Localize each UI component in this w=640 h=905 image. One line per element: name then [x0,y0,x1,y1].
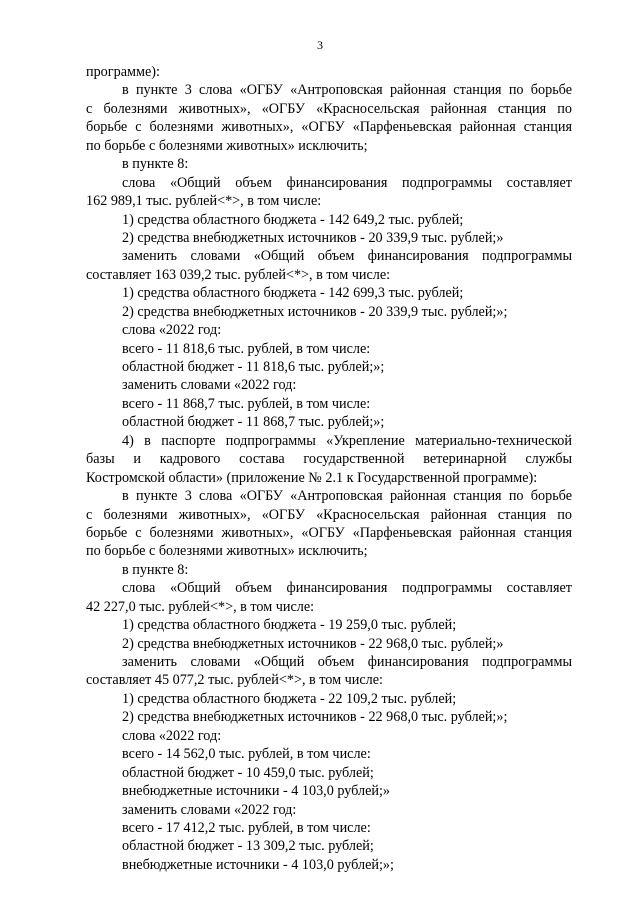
text-line: слова «Общий объем финансирования подпрограммы составляет [122,580,572,597]
text-line: в пункте 3 слова «ОГБУ «Антроповская районная станция по борьбе [122,82,572,99]
text-line: областной бюджет - 10 459,0 тыс. рублей; [122,764,374,781]
text-line: 42 227,0 тыс. рублей<*>, в том числе: [86,598,315,615]
text-line: борьбе с болезнями животных», «ОГБУ «Парфеньевская районная станция [86,119,572,136]
text-line: с болезнями животных», «ОГБУ «Красносельская районная станция по [86,506,572,523]
text-line: в пункте 8: [122,561,189,578]
text-line: в пункте 3 слова «ОГБУ «Антроповская районная станция по борьбе [122,488,572,505]
text-line: программе): [86,64,160,80]
text-line: 2) средства внебюджетных источников - 22 968,0 тыс. рублей;» [122,635,504,652]
text-line: составляет 45 077,2 тыс. рублей<*>, в том числе: [86,672,383,689]
text-line: всего - 11 868,7 тыс. рублей, в том числе: [122,395,371,412]
text-line: 2) средства внебюджетных источников - 20 339,9 тыс. рублей;» [122,229,504,246]
text-line: 4) в паспорте подпрограммы «Укрепление материально-технической [122,432,572,449]
text-line: слова «2022 год: [122,322,222,339]
text-line: 1) средства областного бюджета - 19 259,0 тыс. рублей; [122,617,457,634]
text-line: заменить словами «2022 год: [122,801,297,818]
text-line: борьбе с болезнями животных», «ОГБУ «Парфеньевская районная станция [86,524,572,541]
text-line: базы и кадрового состава государственной ветеринарной службы [86,451,572,468]
text-line: слова «Общий объем финансирования подпрограммы составляет [122,174,572,191]
text-line: всего - 17 412,2 тыс. рублей, в том числе: [122,819,371,836]
text-line: с болезнями животных», «ОГБУ «Красносельская районная станция по [86,100,572,117]
text-line: 2) средства внебюджетных источников - 20 339,9 тыс. рублей;»; [122,303,508,320]
text-line: заменить словами «Общий объем финансирования подпрограммы [122,248,572,265]
text-line: по борьбе с болезнями животных» исключить; [86,137,368,154]
text-line: областной бюджет - 11 818,6 тыс. рублей;»; [122,359,385,375]
text-line: в пункте 8: [122,156,189,173]
text-line: всего - 11 818,6 тыс. рублей, в том числе: [122,340,371,357]
page-number: 3 [317,38,323,52]
text-line: по борьбе с болезнями животных» исключить; [86,543,368,560]
text-line: составляет 163 039,2 тыс. рублей<*>, в том числе: [86,266,391,283]
text-line: внебюджетные источники - 4 103,0 рублей;» [122,783,391,800]
text-line: 162 989,1 тыс. рублей<*>, в том числе: [86,193,322,210]
text-line: слова «2022 год: [122,727,222,744]
text-line: 1) средства областного бюджета - 142 649,2 тыс. рублей; [122,211,464,228]
text-line: всего - 14 562,0 тыс. рублей, в том числе: [122,746,371,763]
text-line: внебюджетные источники - 4 103,0 рублей;»; [122,856,394,873]
text-line: 2) средства внебюджетных источников - 22 968,0 тыс. рублей;»; [122,709,508,726]
document-body [86,63,572,874]
text-line: 1) средства областного бюджета - 22 109,2 тыс. рублей; [122,690,457,707]
text-line: областной бюджет - 13 309,2 тыс. рублей; [122,838,374,855]
text-line: заменить словами «Общий объем финансирования подпрограммы [122,654,572,670]
text-line: Костромской области» (приложение № 2.1 к Государственной программе): [86,469,538,486]
text-line: 1) средства областного бюджета - 142 699,3 тыс. рублей; [122,285,464,302]
text-line: заменить словами «2022 год: [122,377,297,394]
text-line: областной бюджет - 11 868,7 тыс. рублей;»; [122,414,385,431]
